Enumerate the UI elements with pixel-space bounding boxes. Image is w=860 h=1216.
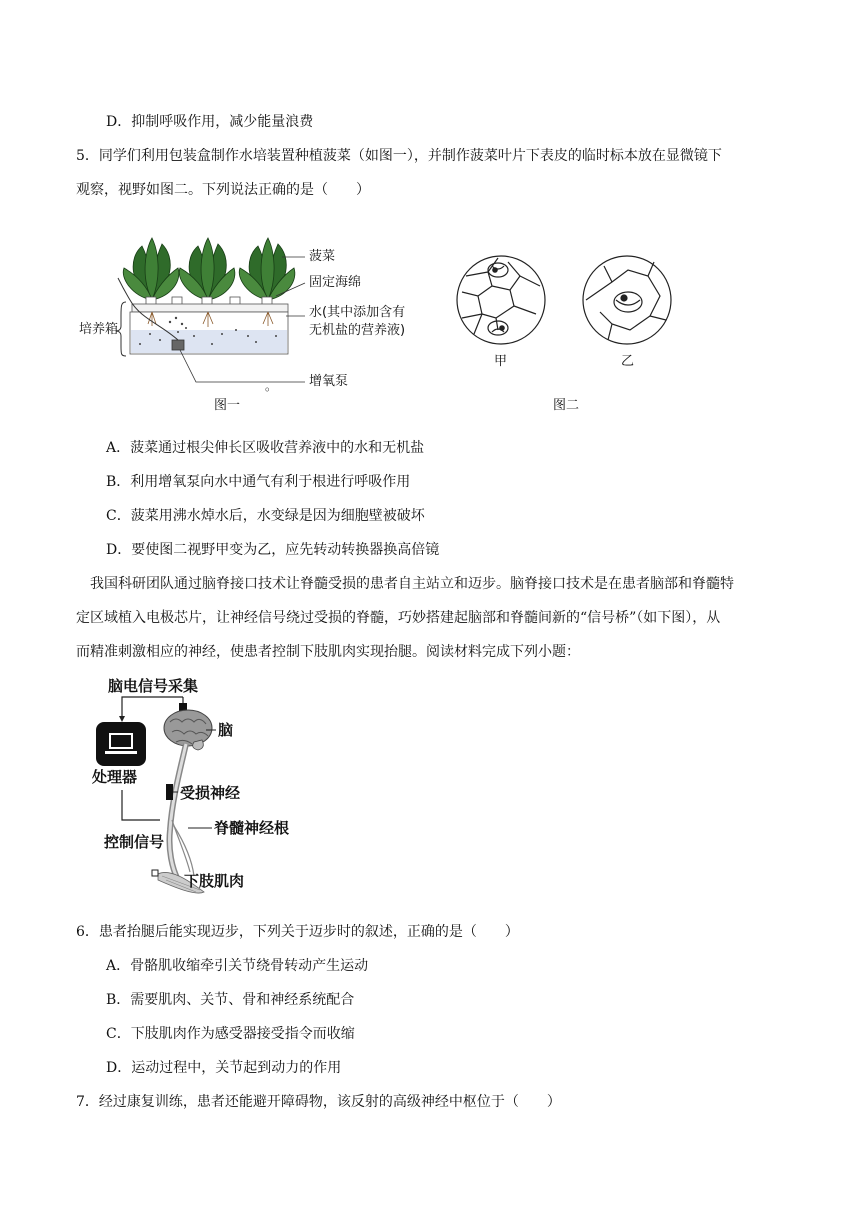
label-yi: 乙 <box>621 354 635 369</box>
q4-option-d: D．抑制呼吸作用，减少能量浪费 <box>106 114 314 130</box>
q7-stem: 7．经过康复训练，患者还能避开障碍物，该反射的高级神经中枢位于（ ） <box>76 1094 561 1110</box>
q5-stem-line-1: 5．同学们利用包装盒制作水培装置种植菠菜（如图一），并制作菠菜叶片下表皮的临时标本放在显微镜下 <box>76 148 722 164</box>
damaged-nerve-marker <box>166 784 173 800</box>
label-fixed-sponge: 固定海绵 <box>309 275 362 290</box>
label-spinal-nerve-root: 脊髓神经根 <box>214 819 290 837</box>
q5-option-d: D．要使图二视野甲变为乙，应先转动转换器换高倍镜 <box>106 542 440 558</box>
label-eeg-collection: 脑电信号采集 <box>108 677 199 695</box>
label-brain: 脑 <box>218 721 234 739</box>
label-processor: 处理器 <box>92 768 138 786</box>
q6-option-a: A．骨骼肌收缩牵引关节绕骨转动产生运动 <box>106 958 369 974</box>
label-culture-box: 培养箱 <box>79 322 119 337</box>
label-jia: 甲 <box>494 354 508 369</box>
label-damaged-nerve: 受损神经 <box>180 784 241 802</box>
label-air-pump: 增氧泵 <box>309 374 349 389</box>
q6-option-c: C．下肢肌肉作为感受器接受指令而收缩 <box>106 1026 355 1042</box>
q5-stem-line-2: 观察，视野如图二。下列说法正确的是（ ） <box>76 182 370 198</box>
q6-option-d: D．运动过程中，关节起到动力的作用 <box>106 1060 342 1076</box>
label-control-signal: 控制信号 <box>104 833 165 851</box>
figure-1-caption: 图一 <box>214 398 241 413</box>
label-lower-limb-muscle: 下肢肌肉 <box>184 872 245 890</box>
stray-mark: 。 <box>265 379 278 393</box>
q6-option-b: B．需要肌肉、关节、骨和神经系统配合 <box>106 992 355 1008</box>
label-water-1: 水(其中添加含有 <box>309 305 406 320</box>
material-line-1: 我国科研团队通过脑脊接口技术让脊髓受损的患者自主站立和迈步。脑脊接口技术是在患者脑部和脊髓特 <box>90 576 734 592</box>
label-water-2: 无机盐的营养液) <box>309 323 406 338</box>
brain-icon <box>164 710 212 750</box>
label-spinach: 菠菜 <box>309 249 336 264</box>
q5-option-a: A．菠菜通过根尖伸长区吸收营养液中的水和无机盐 <box>106 440 425 456</box>
q5-option-b: B．利用增氧泵向水中通气有利于根进行呼吸作用 <box>106 474 411 490</box>
figure-2-caption: 图二 <box>553 398 580 413</box>
material-line-3: 而精准刺激相应的神经，使患者控制下肢肌肉实现抬腿。阅读材料完成下列小题： <box>76 644 580 660</box>
spinal-cord <box>166 744 194 880</box>
material-line-2: 定区域植入电极芯片，让神经信号绕过受损的脊髓，巧妙搭建起脑部和脊髓间新的“信号桥”（如下图），从 <box>76 610 721 626</box>
q6-stem: 6．患者抬腿后能实现迈步，下列关于迈步时的叙述，正确的是（ ） <box>76 924 519 940</box>
q5-option-c: C．菠菜用沸水焯水后，水变绿是因为细胞壁被破坏 <box>106 508 425 524</box>
computer-icon <box>96 722 146 766</box>
